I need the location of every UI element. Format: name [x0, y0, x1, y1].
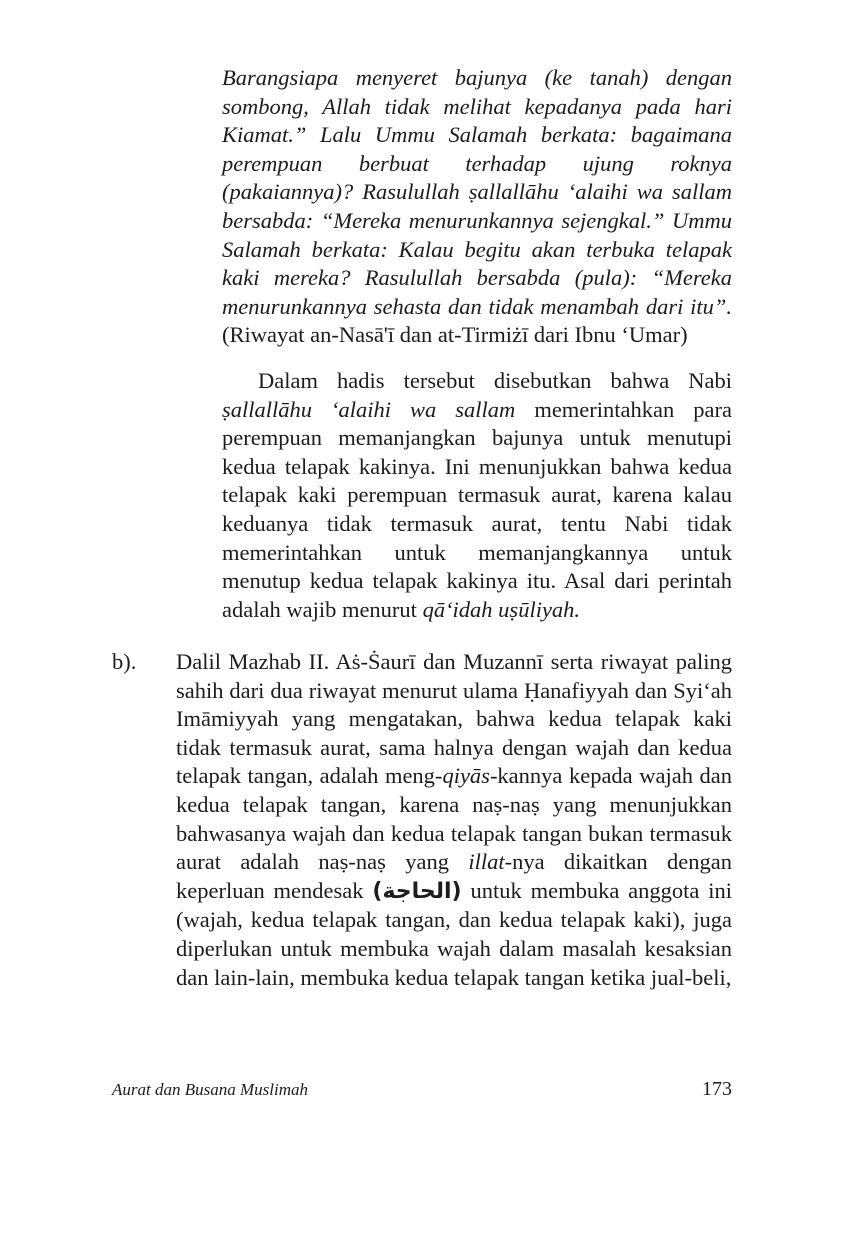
- item-text-3: -kannya kepada wajah dan kedua telapak tangan, karena naṣ-naṣ yang menunjukkan bahwasanya wajah dan kedua telapak tangan bukan termasuk aurat adalah naṣ-naṣ yang: [176, 763, 732, 875]
- item-text-2: qiyās: [442, 763, 490, 789]
- hadith-quote: [222, 64, 732, 350]
- footer-book-title: Aurat dan Busana Muslimah: [112, 1080, 308, 1099]
- arabic-term: (ﺍﻟﺤﺎﺟﺔ): [372, 878, 462, 904]
- para1-text-1: Dalam hadis tersebut disebutkan bahwa Nabi: [258, 368, 732, 393]
- quote-source: (Riwayat an-Nasā'ī dan at-Tirmiżī dari Ibnu ‘Umar): [222, 322, 688, 348]
- list-item-body: [176, 648, 732, 992]
- page-number: 173: [702, 1078, 732, 1100]
- explanation-paragraph: [222, 367, 732, 624]
- item-text-4: illat: [468, 849, 505, 875]
- list-item-label: b).: [112, 649, 137, 674]
- item-text-1: Dalil Mazhab II. Aṡ-Ṡaurī dan Muzannī serta riwayat paling sahih dari dua riwayat menurut ulama Ḥanafiyyah dan Syi‘ah Imāmiyyah yang mengatakan, bahwa kedua telapak kaki tidak termasuk aurat, sama halnya dengan wajah dan kedua telapak tangan, adalah meng-: [176, 649, 732, 789]
- para1-text-3: memerintahkan para perempuan memanjangkan bajunya untuk menutupi kedua telapak kakinya. Ini menunjukkan bahwa kedua telapak kaki perempuan termasuk aurat, karena kalau keduanya tidak termasuk aurat, tentu Nabi tidak memerintahkan untuk memanjangkannya untuk menutup kedua telapak kakinya itu. Asal dari perintah adalah wajib menurut: [222, 396, 732, 622]
- quote-text: Barangsiapa menyeret bajunya (ke tanah) dengan sombong, Allah tidak melihat kepadanya pada hari Kiamat.” Lalu Ummu Salamah berkata: bagaimana perempuan berbuat terhadap ujung roknya (pakaiannya)? Rasulullah ṣallallāhu ‘alaihi wa sallam bersabda: “Mereka menurunkannya sejengkal.” Ummu Salamah berkata: Kalau begitu akan terbuka telapak kaki mereka? Rasulullah bersabda (pula): “Mereka menurunkannya sehasta dan tidak menambah dari itu”.: [222, 65, 732, 319]
- para1-text-4: qā‘idah uṣūliyah.: [422, 596, 581, 622]
- item-text-6: untuk membuka anggota ini (wajah, kedua telapak tangan, dan kedua telapak kaki), juga diperlukan untuk membuka wajah dalam masalah kesaksian dan lain-lain, membuka kedua telapak tangan ketika jual-beli,: [176, 877, 732, 990]
- para1-text-2: ṣallallāhu ‘alaihi wa sallam: [222, 396, 516, 422]
- item-text-5: -nya dikaitkan dengan keperluan mendesak: [176, 849, 732, 903]
